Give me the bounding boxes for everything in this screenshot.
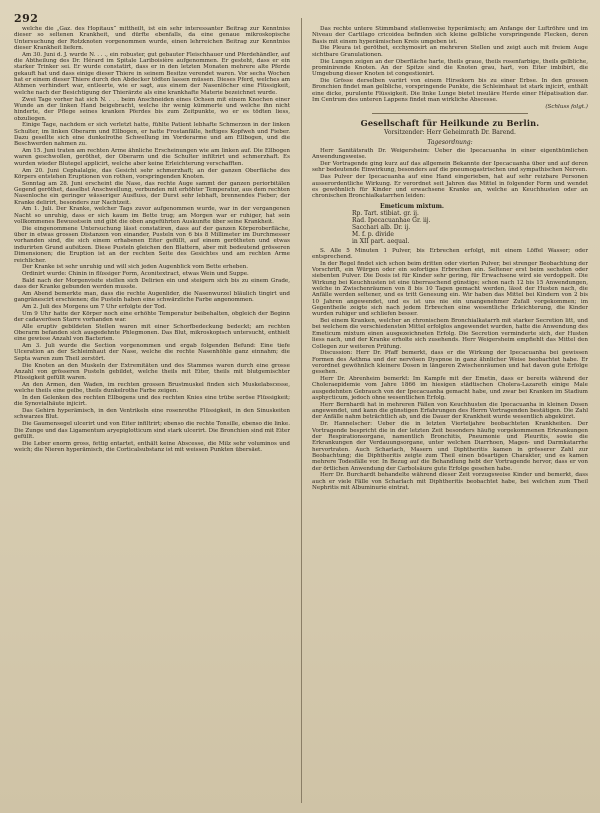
right-column-bottom-text [312, 248, 588, 492]
paragraph: Der Kranke ist sehr unruhig und will sich jeden Augenblick vom Bette erheben. [22, 264, 249, 271]
prescription-line: Rp. Tart. stibiat. gr. ij. [352, 209, 419, 217]
paragraph: Herr Dr. Abrenheim bemerkt: Im Kampfe mit der Emetin, dass er bereits während der Choleraepidemie vom Jahre 1866 im hiesigen städtischen Cholera-Lazareth einige Male ausgedehnten Gebrauch von der Ipecacuanha gemacht habe, und zwar bei Kranken im Stadium asphycticum, jedoch ohne wesentlichen Erfolg. [312, 376, 588, 402]
paragraph: Bei einem Kranken, welcher an chronischem Bronchialkatarrh mit starker Secretion litt, und bei welchem die verschiedensten Mittel erfolglos angewendet wurden, hatte die Anwendung des Emeticum mixtum einen ausgezeichneten Erfolg. Die Secretion verminderte sich, der Husten liess nach, und der Kranke erholte sich zusehends. Herr Weigersheim empfiehlt das Mittel den Collegen zur weiteren Prüfung. [312, 318, 588, 350]
paragraph: Ordinirt wurde: Chinin in flüssiger Form, Aconitextract, etwas Wein und Suppe. [22, 270, 249, 277]
paragraph: Dr. Hannelscher: Ueber die in letzten Vierteljahre beobachteten Krankheiten. Der Vortragende bespricht die in der letzten Zeit besonders häufig vorgekommenen Erkrankungen der Respirationsorgane, namentlich Bronchitis, Pneumonie und Pleuritis, sowie die Erkrankungen der Verdauungsorgane, unter welchen Diarrhoen, Magen- und Darmkatarrhe hervortraten. Auch Scharlach, Masern und Diphtheritis kamen in grösserer Zahl zur Beobachtung; die Diphtheritis zeigte zum Theil einen bösartigen Charakter, und es kamen mehrere Todesfälle vor. In Bezug auf die Behandlung hebt der Vortragende hervor, dass er von der örtlichen Anwendung der Carbolsäure gute Erfolge gesehen habe. [312, 421, 588, 472]
section-title: Gesellschaft für Heilkunde zu Berlin. [360, 118, 540, 129]
paragraph: In der Regel findet sich schon beim dritten oder vierten Pulver, bei strenger Beobachtung der Vorschrift, ein Würgen oder ein sofortiges Erbrechen ein. Seltener erst beim sechsten oder siebenten Pulver. Die Dosis ist für Kinder sehr gering, für Erwachsene wird sie verdoppelt. Die Wirkung bei Keuchhusten ist eine überraschend günstige; schon nach 12 bis 15 Anwendungen, welche in Zwischenräumen von 8 bis 10 Tagen gemacht werden, lässt der Husten nach, die Anfälle werden seltener, und es tritt Genesung ein. Wir haben das Mittel bei Kindern von 2 bis 10 Jahren angewendet, und es ist uns nie ein unangenehmer Zufall vorgekommen; im Gegentheile zeigte sich nach jedem Erbrechen eine wesentliche Erleichterung, die Kinder wurden ruhiger und schliefen besser. [312, 260, 588, 318]
paragraph: Herr Dr. Burchardt behandelte während dieser Zeit vorzugsweise Kinder und bemerkt, dass auch er viele Fälle von Scharlach mit Diphtheritis beobachtet habe, bei welchen zum Theil Nephritis mit Albuminurie eintrat. [312, 472, 588, 492]
section-rule [372, 113, 528, 114]
paragraph: Die Knoten an den Muskeln der Extremitäten und des Stammes waren durch eine grosse Anzahl von grösseren Pusteln gebildet, welche theils mit Eiter, theils mit blutgemischter Flüssigkeit gefüllt waren. [14, 362, 290, 382]
prescription-title: Emeticum mixtum. [380, 202, 445, 210]
to-be-continued: (Schluss folgt.) [545, 103, 588, 110]
paragraph: S. Alle 5 Minuten 1 Pulver, bis Erbrechen erfolgt, mit einem Löffel Wasser; oder entsprechend. [312, 247, 588, 260]
right-column-mid-text [312, 148, 588, 200]
prescription-line: M. f. p. divide [352, 230, 394, 238]
paragraph: Die Grösse derselben variirt von einem Hirsekorn bis zu einer Erbse. In den grossen Bronchien findet man gelbliche, vorspringende Punkte, die Schleimhaut ist stark injicirt, enthält eine dicke, purulente Flüssigkeit. Die linke Lunge bietet insuläre Herde einer Hépatisation dar. Im Centrum des unteren Lappens findet man wirkliche Abscesse. [312, 77, 588, 103]
paragraph: Die eingenommene Untersuchung lässt constatiren, dass auf der ganzen Körperoberfläche, über in etwas grossen Distanzen von einander, Pusteln von 6 bis 8 Millimeter im Durchmesser vorhanden sind, die sich einem erhabenen Eiter gefüllt, auf einem gerötheten und etwas indurirten Grund aufsitzen. Diese Pusteln gleichen den Blattern, aber mit bedeutend grösseren Dimensionen; die Eruption ist an der rechten Seite des Gesichtes und am rechten Arme reichlicher. [14, 225, 290, 264]
paragraph: Zwei Tage vorher hat sich N. . . . beim Anschneiden eines Ochsen mit einem Knochen einer Wunde an der linken Hand beigebracht, welche ihr wenig kümmerte und welche ihn nicht hinderte, der Pflege seines kranken Pferdes bis zum Zeitpunkte, wo er es tödten liess, obzuliegen. [14, 96, 290, 122]
paragraph: Die Leber enorm gross, fettig entartet, enthält keine Abscesse, die Milz sehr voluminos und weich; die Nieren hyperämisch, die Corticalsubstanz ist mit weissen Punkten übersäet. [14, 440, 290, 453]
paragraph: Der Vortragende ging kurz auf das allgemein Bekannte der Ipecacuanha über und auf deren sehr bedeutende Einwirkung, besonders auf die pneumogastrischen und sympathischen Nerven. [312, 161, 588, 174]
prescription-lines [352, 210, 588, 245]
paragraph: Sonntag am 28. Juni erscheint die Nase, das rechte Auge sammt der ganzen periorbitälen Gegend geröthet, daselbst Anschwellung, verbunden mit erhöhter Temperatur, aus dem rechten Nasenloche ein geringer wässeriger Ausfluss, der Durst sehr lebhaft, brennendes Fieber; der Kranke delirirt, besonders zur Nachtzeit. [14, 180, 290, 206]
paragraph: Die Lungen zeigen an der Oberfläche harte, theils graue, theils rosenfarbige, theils gelbliche, prominirende Knoten. An der Spitze sind die Knoten grau, hart, von Eiter imbibirt, die Umgebung dieser Knoten ist congestionirt. [312, 58, 588, 78]
paragraph: Am 30. Juni d. J. wurde N. . . ., ein robuster, gut gebauter Fleischhauer und Pferdehändler, auf die Abtheilung des Dr. Hérard im Spitale Lariboisière aufgenommen. Er gesteht, dass er ein starker Trinker sei. Er wurde constatirt, dass er in den letzten Monaten mehrere alte Pferde gekauft hat und dass einige dieser Thiere in seinem Besitze verendet waren. Vor sechs Wochen hat er einem dieser Thiere durch den Abdecker tödten lassen müssen. Dieses Pferd, welches am Athmen verhindert war, entleerte, wie er sagt, aus einem der Nasenlöcher eine Flüssigkeit, welche nach der Besichtigung der Thierärzte als eine krankhafte Materie bezeichnet wurde. [14, 51, 290, 96]
paragraph: Die Pleura ist geröthet, ecchymosirt an mehreren Stellen und zeigt auch mit freiem Auge sichtbare Granulationen. [312, 45, 588, 58]
paragraph: Am 15. Juni traten am rechten Arme ähnliche Erscheinungen wie am linken auf. Die Ellbogen waren geschwollen, geröthet, der Oberarm und die Schulter infiltrirt und schmerzhaft. Es wurden wieder Blutegel applicirt, welche aber keine Erleichterung verschafften. [14, 148, 290, 167]
paragraph: Um 9 Uhr hatte der Körper noch eine erhöhte Temperatur beibehalten, obgleich der Beginn der cadaverösen Starre vorhanden war. [14, 310, 290, 323]
paragraph: Herr Bernhardi hat in mehreren Fällen von Keuchhusten die Ipecacuanha in kleinen Dosen angewendet, und kann die günstigen Erfahrungen des Herrn Vortragenden bestätigen. Die Zahl der Anfälle nahm beträchtlich ab, und die Dauer der Krankheit wurde wesentlich abgekürzt. [312, 401, 588, 421]
right-column [312, 26, 588, 806]
paragraph: Am 3. Juli wurde die Section vorgenommen und ergab folgenden Befund: Eine tiefe Ulceration an der Schleimhaut der Nase, welche die rechte Nasenhöhle ganz einnahm; die Septa waren zum Theil zerstört. [14, 343, 290, 362]
paragraph: Das Pulver der Ipecacuanha auf eine Hand eingerieben, hat auf sehr reizbare Personen ausserordentliche Wirkung. Er verordnet seit Jahren das Mittel in folgender Form und wendet es gewöhnlich für Kinder und erwachsene Kranke an, welche an Keuchhusten oder an chronischen Bronchialkatarrhen leiden: [312, 174, 588, 200]
prescription-line: Rad. Ipecacuanhae Gr. iij. [352, 216, 431, 224]
section-chairman: Vorsitzender: Herr Geheimrath Dr. Barend. [384, 129, 516, 137]
prescription-line: Sacchari alb. Dr. ij. [352, 223, 411, 231]
paragraph: Das rechte untere Stimmband stellenweise hyperämisch; am Anfange der Luftröhre und im Niveau der Cartilago cricoidea befinden sich kleine gelbliche vorspringende Flecken, deren Basis mit einem hyperämischen Kreis umgeben ist. [312, 26, 588, 45]
page-number: 292 [14, 12, 39, 25]
paragraph: Alle eruptiv gebildeten Stellen waren mit einer Schorfbedeckung bedeckt; am rechten Oberarm befanden sich ausgedehnte Phlegmonen. Das Blut, mikroskopisch untersucht, enthielt eine gewisse Anzahl von Bacterien. [14, 323, 290, 343]
paragraph: Herr Sanitätsrath Dr. Weigersheim: Ueber die Ipecacuanha in einer eigenthümlichen Anwendungsweise. [312, 148, 588, 161]
session-agenda-label: Tagesordnung: [427, 139, 473, 147]
paragraph: An den Armen, den Waden, im rechten grossen Brustmuskel finden sich Muskelabscesse, welche theils eine gelbe, theils dunkelrothe Farbe zeigen. [14, 381, 290, 395]
right-column-top-text [312, 26, 588, 103]
paragraph: In den Gelenken des rechten Ellbogens und des rechten Knies eine trübe seröse Flüssigkeit; die Synovialhäute injicirt. [14, 395, 290, 408]
paragraph: Discussion: Herr Dr. Pfaff bemerkt, dass er die Wirkung der Ipecacuanha bei gewissen Formen des Asthma und der nervösen Dyspnoe in ganz ähnlicher Weise beobachtet habe. Er verordnet gewöhnlich kleinere Dosen in längeren Zwischenräumen und hat davon gute Erfolge gesehen. [312, 350, 588, 376]
column-divider [301, 18, 302, 803]
paragraph: Am Abend bemerkte man, dass die rechte Augenlider, die Nasenwurzel bläulich tingirt und gangränescirt erschienen; die Pusteln haben eine schwärzliche Farbe angenommen. [14, 290, 290, 304]
paragraph: Die Gaumensegel ulcerirt und von Eiter infiltrirt; ebenso die rechte Tonsille, ebenso die linke. Die Zunge und das Ligamentum aryepiglotticum sind stark ulcerirt. Die Bronchien sind mit Eiter gefüllt. [14, 421, 290, 440]
prescription-block [352, 203, 588, 245]
prescription-line: in XII part. aequal. [352, 237, 410, 245]
paragraph: Am 20. Juni Cephalalgie, das Gesicht sehr schmerzhaft; an der ganzen Oberfläche des Körpers entstehen Eruptionen von rothen, vorspringenden Knoten. [14, 167, 290, 180]
paragraph: Einige Tage, nachdem er sich verletzt hatte, fühlte Patient lebhafte Schmerzen in der linken Schulter, im linken Oberarm und Ellbogen, er hatte Frostanfälle, heftiges Kopfweh und Fieber. Dazu gesellte sich eine dunkelrothe Schwellung im Vorderarme und am Ellbogen, und die Beschwerden nahmen zu. [14, 122, 290, 148]
paragraph: welche die „Gaz. des Hopitaux“ mittheilt, ist ein sehr interessanter Beitrag zur Kenntniss dieser so seltenen Krankheit, und dürfte ebenfalls, da eine genaue mikroskopische Untersuchung der Rotzknoten vorgenommen wurde, einen lehrreichen Beitrag zur Kenntniss dieser Krankheit liefern. [14, 26, 290, 52]
paragraph: Das Gehirn hyperämisch, in den Ventrikeln eine rosenrothe Flüssigkeit, in den Sinuskeiten schwarzes Blut. [14, 408, 290, 421]
paragraph: Bald nach der Morgenvisite stellen sich Delirien ein und steigern sich bis zu einem Grade, dass der Kranke gebunden werden musste. [14, 277, 290, 291]
paragraph: Am 1. Juli. Der Kranke, welcher Tags zuvor aufgenommen wurde, war in der vergangenen Nacht so unruhig, dass er sich kaum im Bette trug; am Morgen war er ruhiger, hat sein vollkommenes Bewusstsein und gibt die oben angeführten Auskunfte über seine Krankheit. [14, 206, 290, 226]
paragraph: Am 2. Juli des Morgens um 7 Uhr erfolgte der Tod. [22, 303, 167, 310]
left-column [14, 26, 290, 806]
